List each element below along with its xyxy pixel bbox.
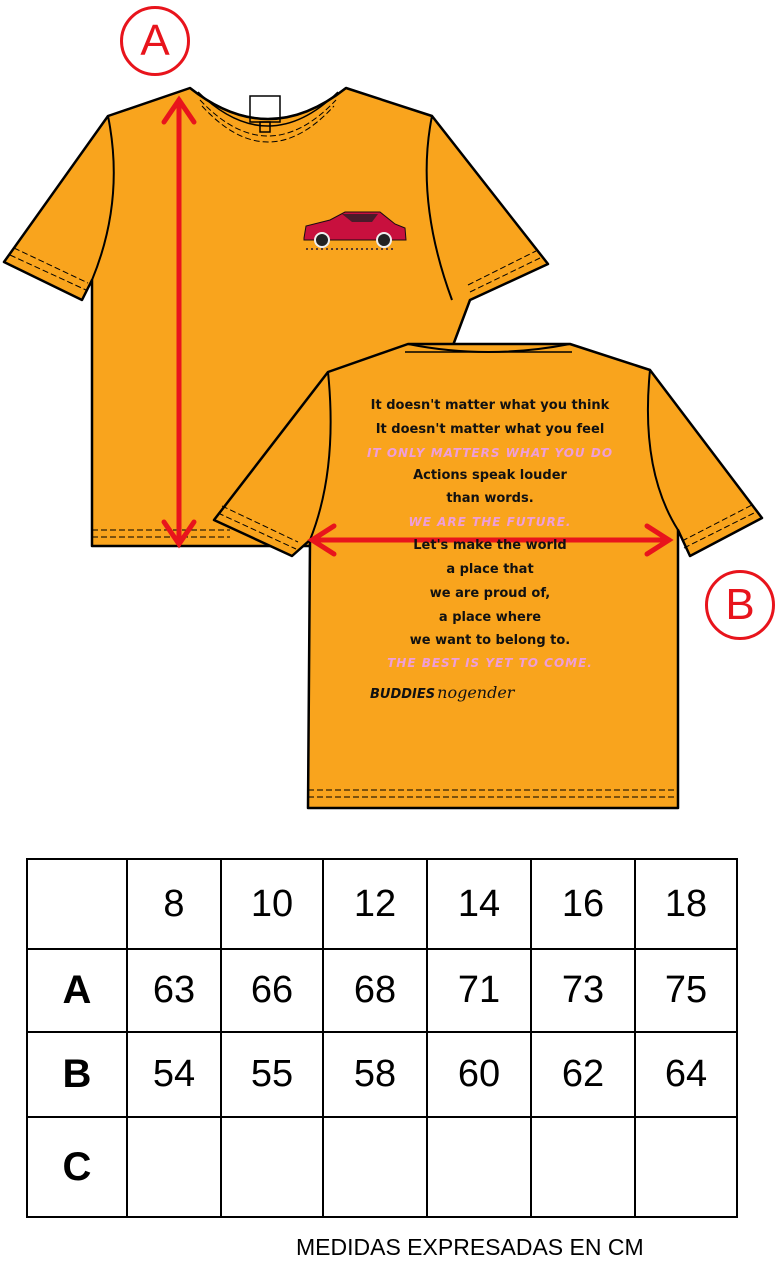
back-print-line: than words. (446, 491, 534, 506)
table-cell (323, 1117, 427, 1217)
back-print-line: a place that (446, 562, 534, 577)
table-cell: 66 (221, 949, 323, 1032)
table-cell: 73 (531, 949, 635, 1032)
table-cell (221, 1117, 323, 1217)
brand-wordmark: BUDDIES (370, 687, 436, 702)
back-print-line: IT ONLY MATTERS WHAT YOU DO (366, 446, 614, 460)
table-cell (531, 1117, 635, 1217)
table-row (27, 949, 737, 1032)
size-header-cell (27, 859, 127, 949)
size-header-cell: 16 (531, 859, 635, 949)
back-print-line: It doesn't matter what you feel (375, 422, 605, 437)
brand-logo (370, 683, 514, 702)
table-cell: 60 (427, 1032, 531, 1117)
units-footnote: MEDIDAS EXPRESADAS EN CM (296, 1234, 644, 1260)
table-cell: 58 (323, 1032, 427, 1117)
row-label: A (27, 949, 127, 1032)
table-cell: 55 (221, 1032, 323, 1117)
callout-a: A (120, 6, 190, 76)
size-header-row (27, 859, 737, 949)
size-header-cell: 12 (323, 859, 427, 949)
table-row (27, 1117, 737, 1217)
table-cell (127, 1117, 221, 1217)
table-cell: 68 (323, 949, 427, 1032)
callout-b: B (705, 570, 775, 640)
table-cell (635, 1117, 737, 1217)
table-row (27, 1032, 737, 1117)
table-cell: 63 (127, 949, 221, 1032)
size-header-cell: 14 (427, 859, 531, 949)
table-cell (427, 1117, 531, 1217)
table-cell: 71 (427, 949, 531, 1032)
table-cell: 64 (635, 1032, 737, 1117)
brand-script: nogender (437, 683, 515, 702)
table-cell: 54 (127, 1032, 221, 1117)
back-print-line: THE BEST IS YET TO COME. (387, 656, 593, 670)
back-print-line: WE ARE THE FUTURE. (408, 515, 572, 529)
back-print-line: we want to belong to. (409, 633, 571, 648)
table-cell: 75 (635, 949, 737, 1032)
table-cell: 62 (531, 1032, 635, 1117)
back-print-line: a place where (438, 610, 542, 625)
row-label: C (27, 1117, 127, 1217)
size-header-cell: 10 (221, 859, 323, 949)
size-header-cell: 18 (635, 859, 737, 949)
size-header-cell: 8 (127, 859, 221, 949)
back-print-line: It doesn't matter what you think (370, 398, 610, 413)
back-print-line: we are proud of, (429, 586, 551, 601)
back-print-line: Let's make the world (413, 538, 567, 553)
row-label: B (27, 1032, 127, 1117)
size-table (26, 858, 738, 1218)
back-print-line: Actions speak louder (413, 468, 567, 483)
